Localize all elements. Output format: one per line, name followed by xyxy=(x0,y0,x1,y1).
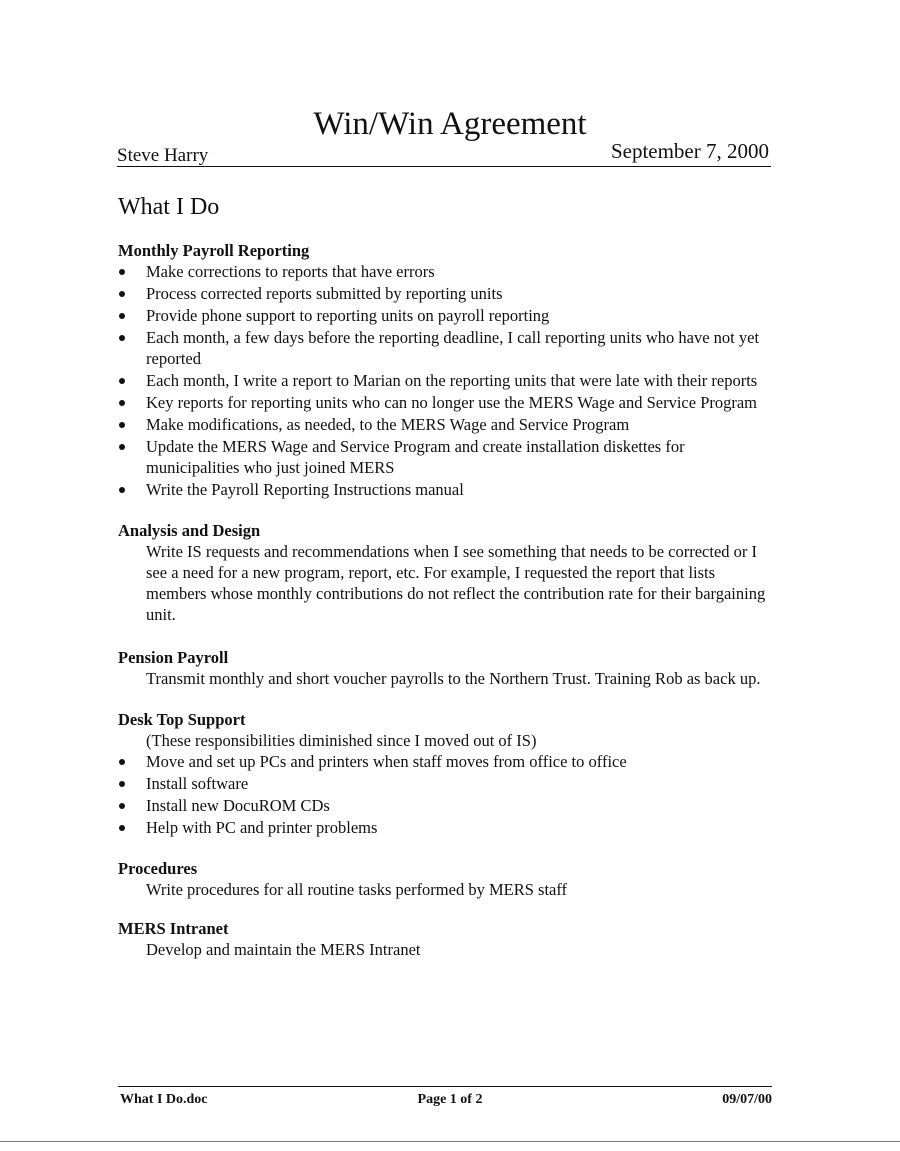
section-procedures xyxy=(118,858,778,900)
list-item-text: Provide phone support to reporting units on payroll reporting xyxy=(146,306,550,325)
list-item xyxy=(118,817,778,838)
footer-divider xyxy=(118,1086,772,1087)
list-item xyxy=(118,751,778,772)
list-item xyxy=(118,305,778,326)
list-item xyxy=(118,327,778,369)
bullet-icon xyxy=(119,400,125,406)
author-name: Steve Harry xyxy=(117,145,209,166)
list-item-text: Each month, I write a report to Marian on the reporting units that were late with their reports xyxy=(146,371,758,390)
list-item-text: Key reports for reporting units who can no longer use the MERS Wage and Service Program xyxy=(146,393,758,412)
content xyxy=(118,240,778,960)
section-pension-payroll xyxy=(118,647,778,689)
footer-date: 09/07/00 xyxy=(722,1092,772,1107)
list-item xyxy=(118,283,778,304)
document-title: Win/Win Agreement xyxy=(313,106,587,142)
section-heading: Analysis and Design xyxy=(118,521,261,540)
section-heading: Monthly Payroll Reporting xyxy=(118,241,310,260)
bullet-icon xyxy=(119,378,125,384)
list-item xyxy=(118,773,778,794)
section-monthly-payroll xyxy=(118,240,778,500)
list-item-text: Install software xyxy=(146,774,249,793)
list-item xyxy=(118,370,778,391)
bullet-list xyxy=(118,261,778,500)
bullet-icon xyxy=(119,269,125,275)
list-item xyxy=(118,479,778,500)
section-heading: Desk Top Support xyxy=(118,710,246,729)
document-date: September 7, 2000 xyxy=(610,139,769,163)
section-text: Transmit monthly and short voucher payrolls to the Northern Trust. Training Rob as back up. xyxy=(146,669,761,688)
bullet-icon xyxy=(119,335,125,341)
list-item-text: Process corrected reports submitted by reporting units xyxy=(146,284,503,303)
bullet-icon xyxy=(119,422,125,428)
list-item xyxy=(118,261,778,282)
list-item xyxy=(118,392,778,413)
section-text: Write IS requests and recommendations when I see something that needs to be corrected or I see a need for a new program, report, etc. For example, I requested the report that lists members whose monthly contributions do not reflect the contribution rate for their bargaining unit. xyxy=(146,542,766,624)
scan-edge-divider xyxy=(0,1141,900,1142)
list-item-text: Help with PC and printer problems xyxy=(146,818,378,837)
section-text: Write procedures for all routine tasks performed by MERS staff xyxy=(146,880,568,899)
list-item-text: Move and set up PCs and printers when staff moves from office to office xyxy=(146,752,627,771)
section-text: Develop and maintain the MERS Intranet xyxy=(146,940,421,959)
bullet-icon xyxy=(119,803,125,809)
list-item-text: Write the Payroll Reporting Instructions manual xyxy=(146,480,464,499)
list-item xyxy=(118,795,778,816)
section-mers-intranet xyxy=(118,918,778,960)
section-desktop-support xyxy=(118,709,778,838)
list-item-text: Update the MERS Wage and Service Program and create installation diskettes for municipalities who just joined MERS xyxy=(146,437,685,477)
bullet-list xyxy=(118,751,778,838)
bullet-icon xyxy=(119,444,125,450)
list-item xyxy=(118,436,778,478)
list-item-text: Make modifications, as needed, to the MERS Wage and Service Program xyxy=(146,415,630,434)
bullet-icon xyxy=(119,759,125,765)
list-item-text: Each month, a few days before the reporting deadline, I call reporting units who have not yet reported xyxy=(146,328,760,368)
list-item-text: Make corrections to reports that have errors xyxy=(146,262,435,281)
bullet-icon xyxy=(119,487,125,493)
section-note: (These responsibilities diminished since I moved out of IS) xyxy=(146,731,537,750)
list-item xyxy=(118,414,778,435)
section-heading: MERS Intranet xyxy=(118,919,229,938)
section-title: What I Do xyxy=(118,194,220,220)
bullet-icon xyxy=(119,291,125,297)
bullet-icon xyxy=(119,825,125,831)
footer-filename: What I Do.doc xyxy=(120,1092,208,1107)
footer-page-number: Page 1 of 2 xyxy=(417,1092,483,1107)
list-item-text: Install new DocuROM CDs xyxy=(146,796,330,815)
header-row xyxy=(117,138,771,167)
section-heading: Pension Payroll xyxy=(118,648,229,667)
section-heading: Procedures xyxy=(118,859,198,878)
bullet-icon xyxy=(119,313,125,319)
section-analysis-design xyxy=(118,520,778,625)
bullet-icon xyxy=(119,781,125,787)
